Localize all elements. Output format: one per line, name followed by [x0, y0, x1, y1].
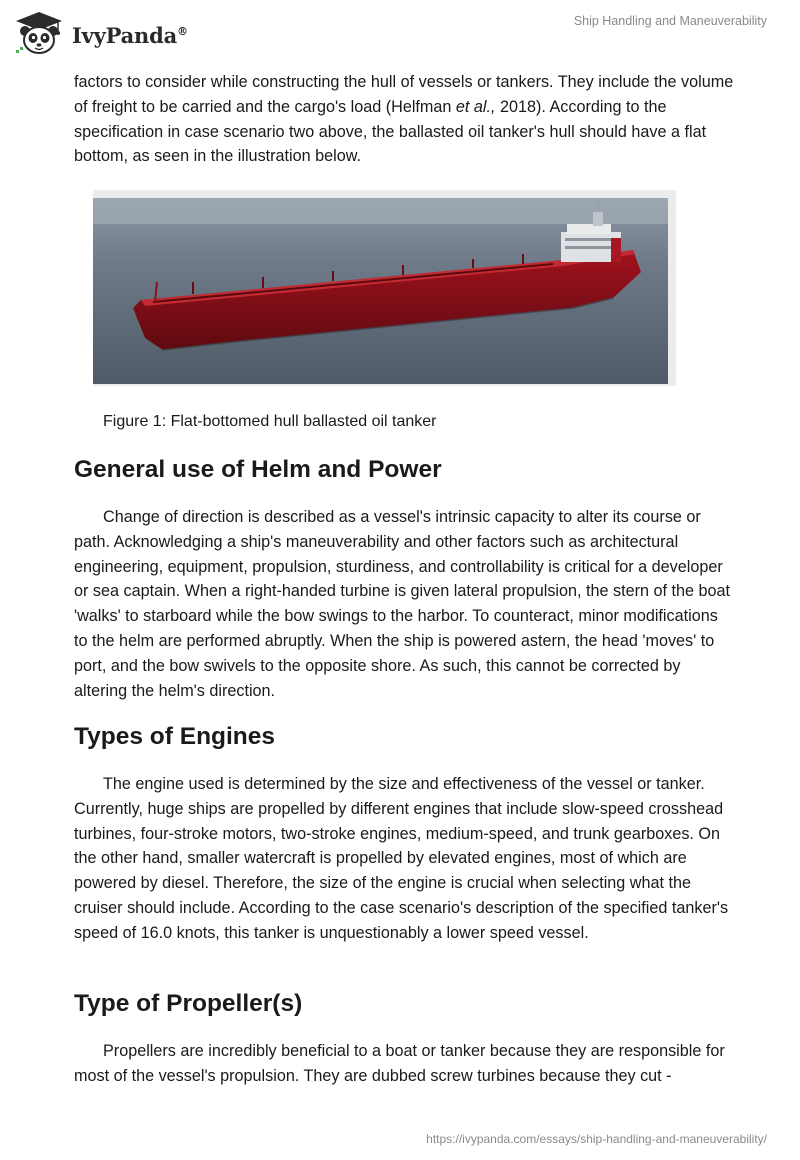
source-url-link[interactable]: https://ivypanda.com/essays/ship-handling-and-maneuverability/	[426, 1132, 767, 1146]
paragraph-helm-power: Change of direction is described as a vessel's intrinsic capacity to alter its course or path. Acknowledging a ship's maneuverability and other factors such as architectural engineering, equipment, propulsion, sturdiness, and controllability is critical for a developer or sea captain. When a right-handed turbine is given lateral propulsion, the stern of the boat 'walks' to starboard while the bow swings to the harbor. To counteract, minor modifications to the helm are performed abruptly. When the ship is powered astern, the head 'moves' to port, and the bow swivels to the opposite shore. As such, this cannot be corrected by altering the helm's direction.	[74, 508, 730, 700]
intro-paragraph: factors to consider while constructing the hull of vessels or tankers. They include the volume of freight to be carried and the cargo's load (Helfman et al., 2018). According to the specification in case scenario two above, the ballasted oil tanker's hull should have a flat bottom, as seen in the illustration below.	[74, 73, 734, 166]
section-body-engines	[74, 772, 734, 946]
tanker-figure-image	[93, 190, 676, 386]
running-head: Ship Handling and Maneuverability	[573, 14, 767, 28]
panda-graduate-icon	[14, 10, 64, 56]
oil-tanker-illustration	[93, 190, 676, 386]
section-heading-engines: Types of Engines	[74, 723, 276, 750]
figure-caption: Figure 1: Flat-bottomed hull ballasted oil tanker	[103, 413, 437, 430]
brand-name: IvyPanda®	[72, 22, 188, 48]
section-body-helm-power	[74, 505, 734, 703]
paragraph-propellers: Propellers are incredibly beneficial to a boat or tanker because they are responsible for most of the vessel's propulsion. They are dubbed screw turbines because they cut -	[74, 1042, 725, 1085]
section-body-propellers	[74, 1039, 734, 1089]
page-header	[0, 0, 800, 70]
ivypanda-logo[interactable]	[14, 10, 188, 56]
intro-paragraph-block	[74, 70, 734, 169]
paragraph-engines: The engine used is determined by the size and effectiveness of the vessel or tanker. Currently, huge ships are propelled by different engines that include slow-speed crosshead turbines, four-stroke motors, two-stroke engines, medium-speed, and trunk gearboxes. On the other hand, smaller watercraft is propelled by elevated engines, most of which are powered by diesel. Therefore, the size of the engine is crucial when selecting what the cruiser should include. According to the case scenario's description of the specified tanker's speed of 16.0 knots, this tanker is unquestionably a lower speed vessel.	[74, 775, 729, 942]
section-heading-helm-power: General use of Helm and Power	[74, 456, 442, 483]
section-heading-propellers: Type of Propeller(s)	[74, 990, 303, 1017]
